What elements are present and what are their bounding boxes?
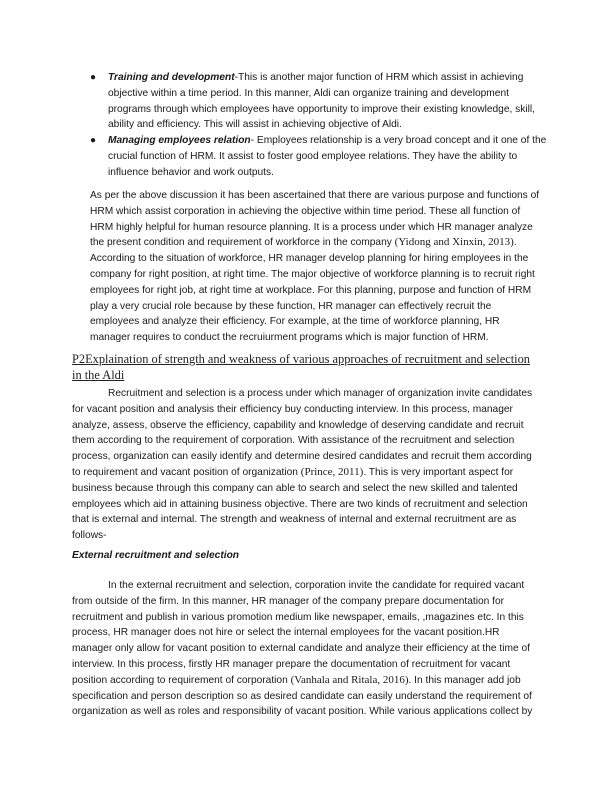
citation: (Prince, 2011) bbox=[300, 465, 364, 478]
discussion-paragraph: As per the above discussion it has been ascertained that there are various purpose and functions of HRM which assist corporation in achieving the objective within time period. These all function of HRM highly helpful for human resource planning. It is a process under which HR manager analyze the present condition and requirement of workforce in the company (Yidong and Xinxin, 2013). According to the situation of workforce, HR manager develop planning for hiring employees in the company for right position, at right time. The major objective of workforce planning is to recruit right employees for right job, at right time at workplace. For this planning, purpose and function of HRM play a very crucial role because by these function, HR manager can effectively recruit the employees and analyze their efficiency. For example, at the time of workforce planning, HR manager requires to conduct the recruiurment programs which is major function of HRM. bbox=[90, 190, 540, 344]
citation: (Vanhala and Ritala, 2016) bbox=[290, 673, 409, 686]
bullet-term: Managing employees relation bbox=[108, 135, 251, 147]
subheading-external-recruitment: External recruitment and selection bbox=[72, 550, 240, 561]
bullet-text: - Employees relationship is a very broad concept and it one of the crucial function of HRM. It assist to foster good employee relations. They have the ability to influence behavior and work outputs. bbox=[108, 135, 547, 178]
section-heading-p2: P2Explaination of strength and weakness of various approaches of recruitment and selection in the Aldi bbox=[72, 352, 530, 382]
function-bullet-list bbox=[90, 70, 550, 181]
bullet-text: -This is another major function of HRM which assist in achieving objective within a time period. In this manner, Aldi can organize training and development programs through which employees have opportunity to improve their existing knowledge, skill, ability and efficiency. This will assist in achieving objective of Aldi. bbox=[108, 72, 535, 131]
bullet-dot-icon: ● bbox=[90, 135, 97, 147]
bullet-managing-relation bbox=[90, 133, 550, 180]
external-recruitment-paragraph: In the external recruitment and selection, corporation invite the candidate for required vacant from outside of the firm. In this manner, HR manager of the company prepare documentation for recruitment and publish in various promotion medium like newspaper, emails, ,magazines etc. In this process, HR manager does not hire or select the internal employees for the vacant position.HR manager only allow for vacant position to external candidate and analyze their efficiency at the time of interview. In this process, firstly HR manager prepare the documentation of recruitment for vacant position according to requirement of corporation (Vanhala and Ritala, 2016). In this manager add job specification and person description so as desired candidate can easily understand the requirement of organization as well as roles and responsibility of vacant position. While various applications collect by bbox=[72, 580, 533, 718]
bullet-training-development bbox=[90, 70, 550, 133]
bullet-term: Training and development bbox=[108, 72, 235, 83]
recruitment-paragraph: Recruitment and selection is a process under which manager of organization invite candidates for vacant position and analysis their efficiency buy conducting interview. In this process, manager analyze, assess, observe the efficiency, capability and knowledge of deserving candidate and recruit them according to the requirement of corporation. With assistance of the recruitment and selection process, organization can easily identify and determine desired candidates and recruit them according to requirement and vacant position of organization (Prince, 2011). This is very important aspect for business because through this company can able to search and select the new skilled and talented employees which aid in attaining business objective. There are two kinds of recruitment and selection that is external and internal. The strength and weakness of internal and external recruitment are as follows- bbox=[72, 388, 533, 542]
citation: (Yidong and Xinxin, 2013) bbox=[394, 236, 514, 249]
bullet-dot-icon: ● bbox=[90, 72, 97, 83]
